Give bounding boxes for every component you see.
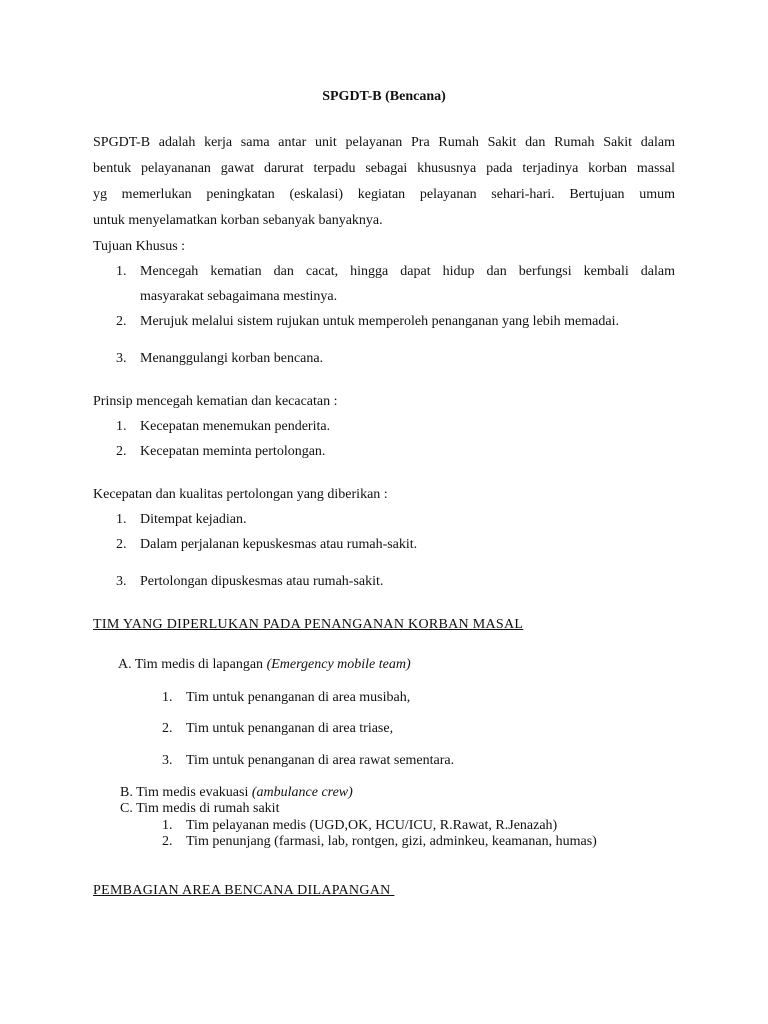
area-heading: PEMBAGIAN AREA BENCANA DILAPANGAN xyxy=(93,883,395,898)
intro-line-1: SPGDT-B adalah kerja sama antar unit pelayanan Pra Rumah Sakit dan Rumah Sakit dalam xyxy=(93,135,675,150)
tim-a-italic: (Emergency mobile team) xyxy=(266,657,411,672)
kecepatan-label: Kecepatan dan kualitas pertolongan yang diberikan : xyxy=(93,487,388,502)
kecepatan-item-3-text: Pertolongan dipuskesmas atau rumah-sakit. xyxy=(140,574,384,589)
tim-heading: TIM YANG DIPERLUKAN PADA PENANGANAN KORBAN MASAL xyxy=(93,617,524,632)
tim-b-italic: (ambulance crew) xyxy=(251,785,353,800)
tim-a-item-1-text: Tim untuk penanganan di area musibah, xyxy=(186,690,411,705)
tujuan-item-1-line-1: Mencegah kematian dan cacat, hingga dapat hidup dan berfungsi kembali dalam xyxy=(140,264,675,279)
prinsip-label: Prinsip mencegah kematian dan kecacatan : xyxy=(93,394,338,409)
tujuan-item-3-number: 3. xyxy=(116,351,127,366)
kecepatan-item-2-text: Dalam perjalanan kepuskesmas atau rumah-sakit. xyxy=(140,537,418,552)
kecepatan-item-3-number: 3. xyxy=(116,574,127,589)
kecepatan-item-2-number: 2. xyxy=(116,537,127,552)
tujuan-item-1-number: 1. xyxy=(116,264,127,279)
kecepatan-item-1-number: 1. xyxy=(116,512,127,527)
tim-a-item-3-number: 3. xyxy=(162,753,173,768)
tim-c-label: C. Tim medis di rumah sakit xyxy=(120,801,280,816)
tim-c-item-1-number: 1. xyxy=(162,818,173,833)
tujuan-item-3-text: Menanggulangi korban bencana. xyxy=(140,351,324,366)
prinsip-item-1-number: 1. xyxy=(116,419,127,434)
prinsip-item-2-text: Kecepatan meminta pertolongan. xyxy=(140,444,326,459)
tim-c-item-2-number: 2. xyxy=(162,834,173,849)
intro-line-4: untuk menyelamatkan korban sebanyak banyaknya. xyxy=(93,213,383,228)
intro-line-3: yg memerlukan peningkatan (eskalasi) kegiatan pelayanan sehari-hari. Bertujuan umum xyxy=(93,187,675,202)
tim-b-label: B. Tim medis evakuasi xyxy=(120,785,252,800)
kecepatan-item-1-text: Ditempat kejadian. xyxy=(140,512,247,527)
tim-c-item-1-text: Tim pelayanan medis (UGD,OK, HCU/ICU, R.Rawat, R.Jenazah) xyxy=(186,818,558,833)
tim-c-item-2-text: Tim penunjang (farmasi, lab, rontgen, gizi, adminkeu, keamanan, humas) xyxy=(186,834,597,849)
intro-line-2: bentuk pelayananan gawat darurat terpadu sebagai khususnya pada terjadinya korban massal xyxy=(93,161,675,176)
tujuan-item-2-number: 2. xyxy=(116,314,127,329)
tujuan-item-2-text: Merujuk melalui sistem rujukan untuk memperoleh penanganan yang lebih memadai. xyxy=(140,314,619,329)
tujuan-label: Tujuan Khusus : xyxy=(93,239,186,254)
tim-a-label: A. Tim medis di lapangan xyxy=(118,657,267,672)
tim-a-item-1-number: 1. xyxy=(162,690,173,705)
prinsip-item-2-number: 2. xyxy=(116,444,127,459)
tujuan-item-1-line-2: masyarakat sebagaimana mestinya. xyxy=(140,289,338,304)
tim-a-item-2-number: 2. xyxy=(162,721,173,736)
document-title: SPGDT-B (Bencana) xyxy=(322,89,446,104)
tim-a-item-2-text: Tim untuk penanganan di area triase, xyxy=(186,721,394,736)
tim-a-line xyxy=(118,656,411,674)
prinsip-item-1-text: Kecepatan menemukan penderita. xyxy=(140,419,331,434)
tim-a-item-3-text: Tim untuk penanganan di area rawat sementara. xyxy=(186,753,455,768)
